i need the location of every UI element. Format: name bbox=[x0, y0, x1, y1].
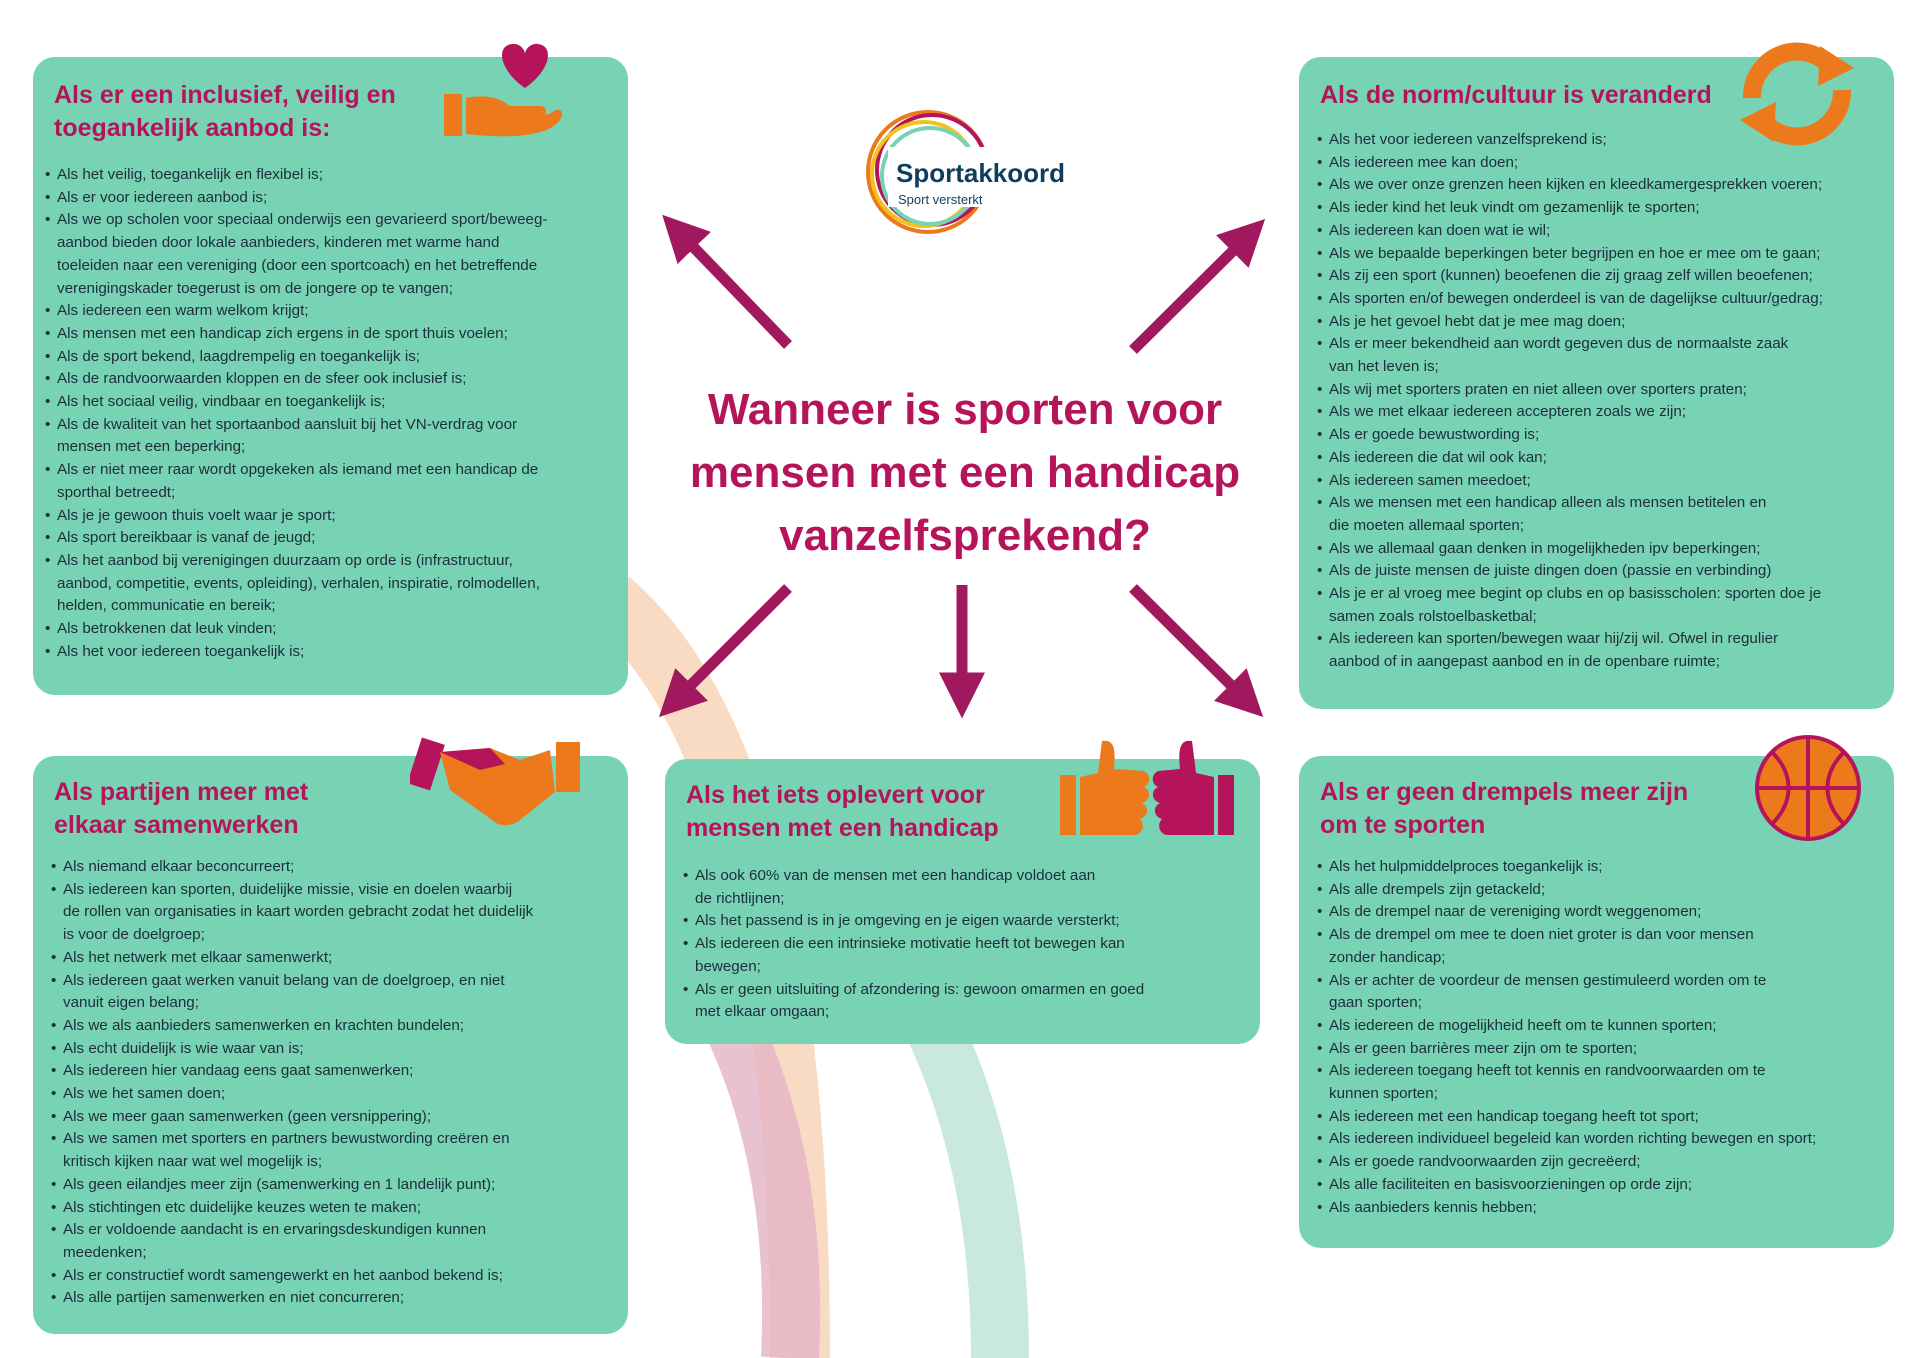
panel-heading: Als er geen drempels meer zijn om te sporten bbox=[1320, 778, 1689, 839]
list-item: • Als we samen met sporters en partners bewustwording creëren en kritisch kijken naar wat wel mogelijk is; bbox=[51, 1128, 621, 1173]
list-item: • Als je het gevoel hebt dat je mee mag doen; bbox=[1317, 311, 1889, 334]
list-item: • Als iedereen die dat wil ook kan; bbox=[1317, 447, 1889, 470]
list-item: • Als geen eilandjes meer zijn (samenwerking en 1 landelijk punt); bbox=[51, 1174, 621, 1197]
list-item: • Als we het samen doen; bbox=[51, 1083, 621, 1106]
main-question: Wanneer is sporten voor mensen met een handicap vanzelfsprekend? bbox=[689, 385, 1241, 560]
list-item: • Als ieder kind het leuk vindt om gezamenlijk te sporten; bbox=[1317, 197, 1889, 220]
sportakkoord-logo bbox=[858, 102, 1078, 242]
list-item: • Als iedereen samen meedoet; bbox=[1317, 470, 1889, 493]
list-item: • Als de drempel naar de vereniging wordt weggenomen; bbox=[1317, 901, 1889, 924]
list-item: • Als het voor iedereen vanzelfsprekend is; bbox=[1317, 129, 1889, 152]
logo-tagline: Sport versterkt bbox=[898, 192, 983, 207]
list-item: • Als het netwerk met elkaar samenwerkt; bbox=[51, 947, 621, 970]
list-item: • Als we op scholen voor speciaal onderwijs een gevarieerd sport/beweeg- aanbod bieden door lokale aanbieders, kinderen met warme hand toeleiden naar een vereniging (door een sportcoach) en het betreffende verenigingskader toegerust is om de jongere op te vangen; bbox=[45, 209, 620, 300]
list-item: • Als iedereen hier vandaag eens gaat samenwerken; bbox=[51, 1060, 621, 1083]
list-item: • Als het voor iedereen toegankelijk is; bbox=[45, 641, 620, 664]
list-item: • Als de drempel om mee te doen niet groter is dan voor mensen zonder handicap; bbox=[1317, 924, 1889, 969]
list-item: • Als de kwaliteit van het sportaanbod aansluit bij het VN-verdrag voor mensen met een beperking; bbox=[45, 414, 620, 459]
list-item: • Als de sport bekend, laagdrempelig en toegankelijk is; bbox=[45, 346, 620, 369]
refresh-icon bbox=[1730, 38, 1865, 153]
list-item: • Als je er al vroeg mee begint op clubs en op basisscholen: sporten doe je samen zoals rolstoelbasketbal; bbox=[1317, 583, 1889, 628]
list-item: • Als er achter de voordeur de mensen gestimuleerd worden om te gaan sporten; bbox=[1317, 970, 1889, 1015]
panel-list bbox=[51, 856, 621, 1310]
list-item: • Als we mensen met een handicap alleen als mensen betitelen en die moeten allemaal sporten; bbox=[1317, 492, 1889, 537]
list-item: • Als iedereen kan doen wat ie wil; bbox=[1317, 220, 1889, 243]
list-item: • Als het veilig, toegankelijk en flexibel is; bbox=[45, 164, 620, 187]
list-item: • Als ook 60% van de mensen met een handicap voldoet aan de richtlijnen; bbox=[683, 865, 1253, 910]
list-item: • Als wij met sporters praten en niet alleen over sporters praten; bbox=[1317, 379, 1889, 402]
basketball-icon bbox=[1754, 734, 1862, 847]
panel-list bbox=[683, 865, 1253, 1024]
heart-hand-icon bbox=[440, 36, 570, 151]
list-item: • Als we bepaalde beperkingen beter begrijpen en hoe er mee om te gaan; bbox=[1317, 243, 1889, 266]
list-item: • Als iedereen individueel begeleid kan worden richting bewegen en sport; bbox=[1317, 1128, 1889, 1151]
panel-list bbox=[1317, 129, 1889, 674]
panel-culture bbox=[1299, 57, 1894, 709]
list-item: • Als er goede randvoorwaarden zijn gecreëerd; bbox=[1317, 1151, 1889, 1174]
list-item: • Als niemand elkaar beconcurreert; bbox=[51, 856, 621, 879]
list-item: • Als er goede bewustwording is; bbox=[1317, 424, 1889, 447]
panel-heading: Als de norm/cultuur is veranderd bbox=[1320, 81, 1712, 109]
list-item: • Als aanbieders kennis hebben; bbox=[1317, 1197, 1889, 1220]
list-item: • Als mensen met een handicap zich ergens in de sport thuis voelen; bbox=[45, 323, 620, 346]
arrow-bottom-right bbox=[1133, 588, 1250, 704]
list-item: • Als iedereen de mogelijkheid heeft om te kunnen sporten; bbox=[1317, 1015, 1889, 1038]
list-item: • Als betrokkenen dat leuk vinden; bbox=[45, 618, 620, 641]
list-item: • Als iedereen mee kan doen; bbox=[1317, 152, 1889, 175]
list-item: • Als iedereen kan sporten/bewegen waar hij/zij wil. Ofwel in regulier aanbod of in aangepast aanbod en in de openbare ruimte; bbox=[1317, 628, 1889, 673]
panel-heading: Als het iets oplevert voor mensen met een handicap bbox=[686, 781, 999, 842]
list-item: • Als er niet meer raar wordt opgekeken als iemand met een handicap de sporthal betreedt; bbox=[45, 459, 620, 504]
panel-heading: Als partijen meer met elkaar samenwerken bbox=[54, 778, 309, 839]
list-item: • Als we over onze grenzen heen kijken en kleedkamergesprekken voeren; bbox=[1317, 174, 1889, 197]
list-item: • Als er constructief wordt samengewerkt en het aanbod bekend is; bbox=[51, 1265, 621, 1288]
list-item: • Als echt duidelijk is wie waar van is; bbox=[51, 1038, 621, 1061]
list-item: • Als er voor iedereen aanbod is; bbox=[45, 187, 620, 210]
list-item: • Als we met elkaar iedereen accepteren zoals we zijn; bbox=[1317, 401, 1889, 424]
list-item: • Als de randvoorwaarden kloppen en de sfeer ook inclusief is; bbox=[45, 368, 620, 391]
list-item: • Als het sociaal veilig, vindbaar en toegankelijk is; bbox=[45, 391, 620, 414]
arrow-top-right bbox=[1133, 232, 1252, 350]
list-item: • Als sport bereikbaar is vanaf de jeugd; bbox=[45, 527, 620, 550]
list-item: • Als iedereen een warm welkom krijgt; bbox=[45, 300, 620, 323]
list-item: • Als iedereen die een intrinsieke motivatie heeft tot bewegen kan bewegen; bbox=[683, 933, 1253, 978]
thumbs-up-icon bbox=[1058, 735, 1238, 845]
list-item: • Als we meer gaan samenwerken (geen versnippering); bbox=[51, 1106, 621, 1129]
list-item: • Als het aanbod bij verenigingen duurzaam op orde is (infrastructuur, aanbod, competitie, events, opleiding), verhalen, inspiratie, rolmodellen, helden, communicatie en bereik; bbox=[45, 550, 620, 618]
list-item: • Als iedereen kan sporten, duidelijke missie, visie en doelen waarbij de rollen van organisaties in kaart worden gebracht zodat het duidelijk is voor de doelgroep; bbox=[51, 879, 621, 947]
list-item: • Als alle drempels zijn getackeld; bbox=[1317, 879, 1889, 902]
handshake-icon bbox=[410, 730, 585, 845]
panel-inclusive bbox=[33, 57, 628, 695]
list-item: • Als er meer bekendheid aan wordt gegeven dus de normaalste zaak van het leven is; bbox=[1317, 333, 1889, 378]
list-item: • Als er voldoende aandacht is en ervaringsdeskundigen kunnen meedenken; bbox=[51, 1219, 621, 1264]
list-item: • Als iedereen gaat werken vanuit belang van de doelgroep, en niet vanuit eigen belang; bbox=[51, 970, 621, 1015]
list-item: • Als we als aanbieders samenwerken en krachten bundelen; bbox=[51, 1015, 621, 1038]
panel-heading: Als er een inclusief, veilig en toegankelijk aanbod is: bbox=[54, 81, 396, 142]
logo-name: Sportakkoord bbox=[896, 158, 1066, 188]
list-item: • Als iedereen toegang heeft tot kennis en randvoorwaarden om te kunnen sporten; bbox=[1317, 1060, 1889, 1105]
list-item: • Als we allemaal gaan denken in mogelijkheden ipv beperkingen; bbox=[1317, 538, 1889, 561]
list-item: • Als sporten en/of bewegen onderdeel is van de dagelijkse cultuur/gedrag; bbox=[1317, 288, 1889, 311]
arrow-bottom-left bbox=[672, 588, 788, 704]
list-item: • Als er geen uitsluiting of afzondering is: gewoon omarmen en goed met elkaar omgaan; bbox=[683, 979, 1253, 1024]
list-item: • Als je je gewoon thuis voelt waar je sport; bbox=[45, 505, 620, 528]
list-item: • Als zij een sport (kunnen) beoefenen die zij graag zelf willen beoefenen; bbox=[1317, 265, 1889, 288]
list-item: • Als alle faciliteiten en basisvoorzieningen op orde zijn; bbox=[1317, 1174, 1889, 1197]
panel-list bbox=[45, 164, 620, 663]
list-item: • Als alle partijen samenwerken en niet concurreren; bbox=[51, 1287, 621, 1310]
panel-list bbox=[1317, 856, 1889, 1219]
list-item: • Als iedereen met een handicap toegang heeft tot sport; bbox=[1317, 1106, 1889, 1129]
list-item: • Als er geen barrières meer zijn om te sporten; bbox=[1317, 1038, 1889, 1061]
list-item: • Als het passend is in je omgeving en je eigen waarde versterkt; bbox=[683, 910, 1253, 933]
list-item: • Als het hulpmiddelproces toegankelijk is; bbox=[1317, 856, 1889, 879]
list-item: • Als de juiste mensen de juiste dingen doen (passie en verbinding) bbox=[1317, 560, 1889, 583]
list-item: • Als stichtingen etc duidelijke keuzes weten te maken; bbox=[51, 1197, 621, 1220]
arrow-top-left bbox=[675, 228, 788, 345]
